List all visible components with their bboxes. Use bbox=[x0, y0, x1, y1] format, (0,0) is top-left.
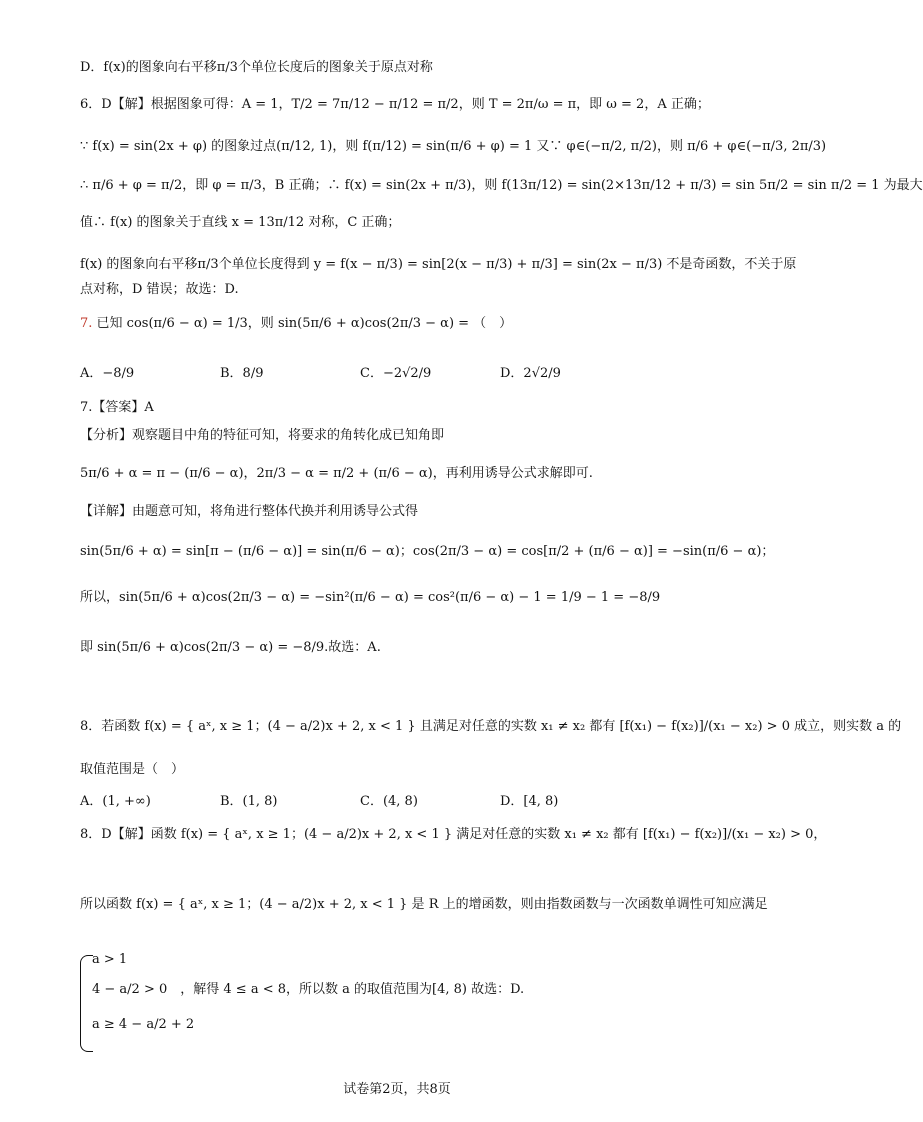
q7-detail-line-1: sin(5π/6 + α) = sin[π − (π/6 − α)] = sin(π/6 − α)；cos(2π/3 − α) = cos[π/2 + (π/6 − α)] = −sin(π/6 − α)； bbox=[80, 544, 775, 559]
q8-solution-line-1: 8．D【解】函数 f(x) = { aˣ, x ≥ 1；(4 − a/2)x + 2, x < 1 } 满足对任意的实数 x₁ ≠ x₂ 都有 [f(x₁) − f(x₂)]/(x₁ − x₂) > 0， bbox=[80, 827, 827, 842]
q7-detail-line-2: 所以，sin(5π/6 + α)cos(2π/3 − α) = −sin²(π/6 − α) = cos²(π/6 − α) − 1 = 1/9 − 1 = −8/9 bbox=[80, 590, 661, 605]
q6-solution-line-5: f(x) 的图象向右平移π/3个单位长度得到 y = f(x − π/3) = sin[2(x − π/3) + π/3] = sin(2x − π/3) 不是奇函数，不关于原 bbox=[80, 257, 797, 272]
q8-choice-b: B．(1, 8) bbox=[220, 794, 278, 809]
q6-solution-line-3: ∴ π/6 + φ = π/2，即 φ = π/3，B 正确；∴ f(x) = sin(2x + π/3)，则 f(13π/12) = sin(2×13π/12 + π/3) = sin 5π/2 = sin π/2 = 1 为最大 bbox=[80, 178, 923, 193]
q8-stem-tail: 取值范围是（ ） bbox=[80, 762, 185, 777]
q8-solution-line-2: 所以函数 f(x) = { aˣ, x ≥ 1；(4 − a/2)x + 2, x < 1 } 是 R 上的增函数，则由指数函数与一次函数单调性可知应满足 bbox=[80, 897, 768, 912]
q7-stem bbox=[80, 314, 720, 334]
q5-option-d: D．f(x)的图象向右平移π/3个单位长度后的图象关于原点对称 bbox=[80, 60, 433, 75]
q6-solution-line-1: 6．D【解】根据图象可得：A = 1，T/2 = 7π/12 − π/12 = π/2，则 T = 2π/ω = π，即 ω = 2，A 正确； bbox=[80, 97, 710, 112]
q6-solution-line-2: ∵ f(x) = sin(2x + φ) 的图象过点(π/12, 1)，则 f(π/12) = sin(π/6 + φ) = 1 又∵ φ∈(−π/2, π/2)，则 π/6 + φ∈(−π/3, 2π/3) bbox=[80, 139, 827, 154]
q8-choice-d: D．[4, 8) bbox=[500, 794, 559, 809]
q8-system-line-3: a ≥ 4 − a/2 + 2 bbox=[92, 1017, 195, 1032]
q8-system-line-2: 4 − a/2 > 0 ，解得 4 ≤ a < 8，所以数 a 的取值范围为[4, 8) 故选：D. bbox=[92, 982, 525, 997]
q7-answer: 7.【答案】A bbox=[80, 400, 154, 415]
q7-analysis: 【分析】观察题目中角的特征可知，将要求的角转化成已知角即 bbox=[80, 428, 445, 443]
q7-detail-heading: 【详解】由题意可知，将角进行整体代换并利用诱导公式得 bbox=[80, 504, 419, 519]
q7-analysis-formula: 5π/6 + α = π − (π/6 − α)，2π/3 − α = π/2 + (π/6 − α)，再利用诱导公式求解即可. bbox=[80, 466, 593, 481]
q8-stem: 8．若函数 f(x) = { aˣ, x ≥ 1；(4 − a/2)x + 2, x < 1 } 且满足对任意的实数 x₁ ≠ x₂ 都有 [f(x₁) − f(x₂)]/(x₁ − x₂) > 0 成立，则实数 a 的 bbox=[80, 719, 902, 734]
q7-choice-a: A．−8/9 bbox=[80, 366, 135, 381]
q6-solution-line-6: 点对称，D 错误；故选：D. bbox=[80, 282, 239, 297]
q7-choices bbox=[80, 362, 720, 381]
q7-number: 7. bbox=[80, 316, 93, 331]
q7-choice-c: C．−2√2/9 bbox=[360, 366, 432, 381]
q7-detail-line-3: 即 sin(5π/6 + α)cos(2π/3 − α) = −8/9.故选：A. bbox=[80, 640, 381, 655]
q8-choice-a: A．(1, +∞) bbox=[80, 794, 151, 809]
q7-stem-text: 已知 cos(π/6 − α) = 1/3，则 sin(5π/6 + α)cos(2π/3 − α) = （ ） bbox=[96, 316, 513, 331]
q8-choice-c: C．(4, 8) bbox=[360, 794, 418, 809]
page-footer: 试卷第2页，共8页 bbox=[343, 1082, 451, 1097]
q8-choices bbox=[80, 790, 720, 809]
q8-system-line-1: a > 1 bbox=[92, 952, 128, 967]
q6-solution-line-4: 值∴ f(x) 的图象关于直线 x = 13π/12 对称，C 正确； bbox=[80, 215, 401, 230]
q7-choice-b: B．8/9 bbox=[220, 366, 264, 381]
q7-choice-d: D．2√2/9 bbox=[500, 366, 561, 381]
